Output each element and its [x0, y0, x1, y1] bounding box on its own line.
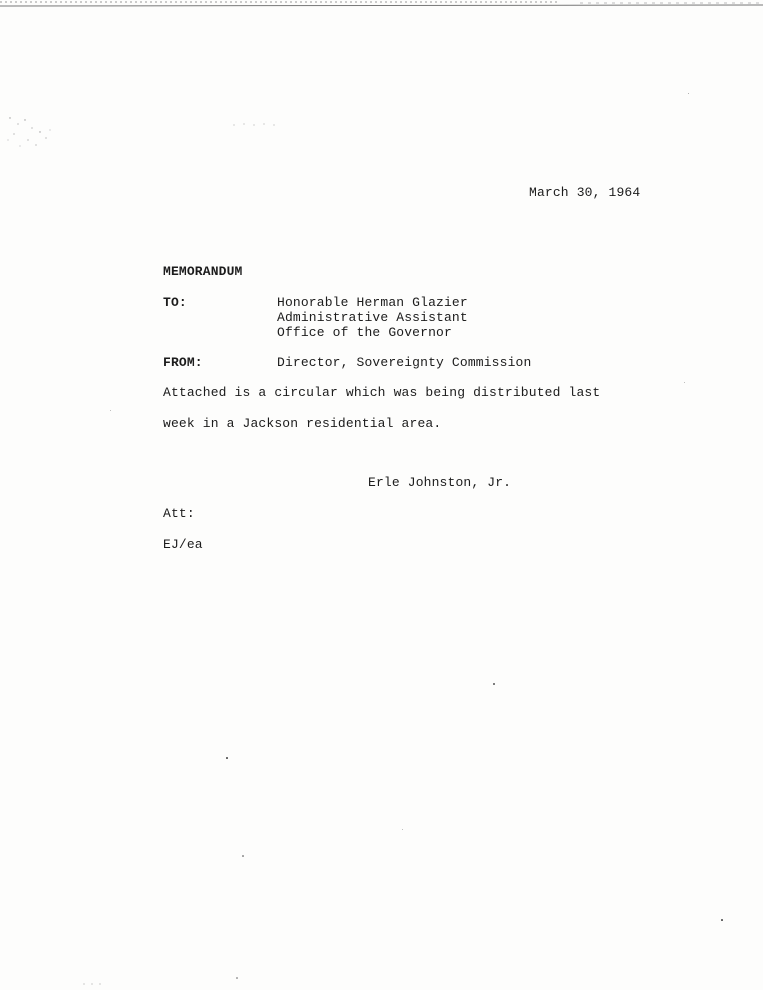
to-line-name: Honorable Herman Glazier: [277, 295, 468, 310]
memo-heading: MEMORANDUM: [163, 264, 243, 279]
scan-speck: [242, 855, 244, 857]
signature: Erle Johnston, Jr.: [368, 475, 512, 490]
scan-speck: [721, 919, 723, 921]
attachment-note: Att:: [163, 506, 195, 521]
scan-noise-cluster: [80, 980, 110, 988]
scan-speck: [110, 410, 111, 411]
to-line-title: Administrative Assistant: [277, 310, 468, 325]
torn-top-edge: [0, 0, 763, 7]
scan-speck: [493, 683, 495, 685]
scan-speck: [688, 93, 689, 94]
scan-speck: [226, 757, 228, 759]
scan-speck: [684, 382, 685, 383]
scan-noise-cluster: [230, 120, 280, 130]
body-line-1: Attached is a circular which was being distributed last: [163, 385, 601, 400]
from-value: Director, Sovereignty Commission: [277, 355, 532, 370]
body-line-2: week in a Jackson residential area.: [163, 416, 442, 431]
from-label: FROM:: [163, 355, 203, 370]
to-line-office: Office of the Governor: [277, 325, 452, 340]
memo-date: March 30, 1964: [529, 185, 641, 200]
scan-noise-cluster: [0, 110, 60, 155]
to-label: TO:: [163, 295, 187, 310]
scan-speck: [402, 829, 403, 830]
scan-speck: [236, 977, 238, 979]
typist-initials: EJ/ea: [163, 537, 203, 552]
